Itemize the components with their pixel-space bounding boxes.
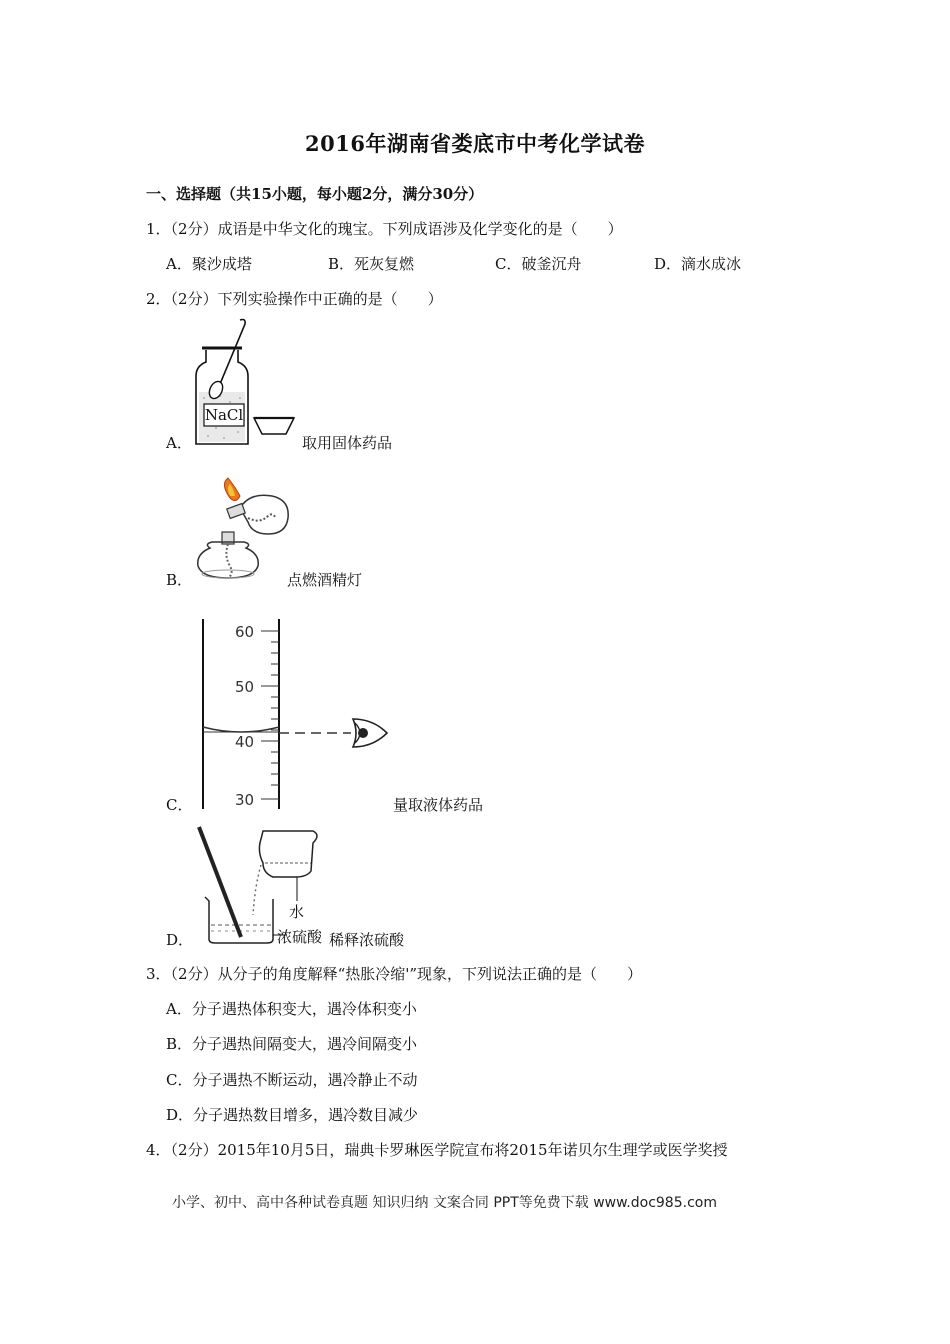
section-heading: 一、选择题（共15小题，每小题2分，满分30分）: [146, 185, 484, 203]
figure-nacl-label: NaCl: [204, 406, 244, 424]
question-1-stem: 1．（2分）成语是中华文化的瑰宝。下列成语涉及化学变化的是（ ）: [146, 220, 623, 238]
figure-dilute-sulfuric-acid: [195, 825, 335, 947]
question-2-option-d-letter: D．: [166, 931, 194, 949]
question-3-option-b: B．分子遇热间隔变大，遇冷间隔变小: [166, 1035, 418, 1053]
page-footer: 小学、初中、高中各种试卷真题 知识归纳 文案合同 PPT等免费下载 www.doc985.com: [172, 1195, 717, 1211]
cylinder-tick-50: 50: [235, 678, 255, 696]
question-1-option-c: C．破釜沉舟: [495, 255, 582, 273]
label-concentrated-sulfuric-acid: 浓硫酸: [277, 928, 323, 946]
question-2-option-b-letter: B．: [166, 571, 193, 589]
question-1-option-a: A．聚沙成塔: [166, 255, 252, 273]
question-1-option-d: D．滴水成冰: [654, 255, 742, 273]
question-3-option-d: D．分子遇热数目增多，遇冷数目减少: [166, 1106, 419, 1124]
page-title: 2016年湖南省娄底市中考化学试卷: [305, 131, 645, 156]
question-2-option-c-caption: 量取液体药品: [393, 796, 484, 814]
question-2-option-b-caption: 点燃酒精灯: [287, 571, 363, 589]
question-2-option-a-letter: A．: [166, 434, 192, 452]
question-4-stem: 4．（2分）2015年10月5日，瑞典卡罗琳医学院宣布将2015年诺贝尔生理学或医学奖授: [146, 1141, 728, 1159]
cylinder-tick-30: 30: [235, 791, 255, 809]
figure-alcohol-lamps: [190, 478, 300, 588]
question-2-stem: 2．（2分）下列实验操作中正确的是（ ）: [146, 290, 443, 308]
question-1-option-b: B．死灰复燃: [328, 255, 415, 273]
cylinder-tick-40: 40: [235, 733, 255, 751]
question-2-option-d-caption: 稀释浓硫酸: [329, 931, 405, 949]
label-water: 水: [289, 903, 305, 921]
figure-solid-reagent-bottle: [190, 318, 300, 448]
figure-graduated-cylinder: [195, 615, 395, 815]
question-3-option-a: A．分子遇热体积变大，遇冷体积变小: [166, 1000, 417, 1018]
question-3-stem: 3．（2分）从分子的角度解释“热胀冷缩'”现象，下列说法正确的是（ ）: [146, 965, 643, 983]
cylinder-tick-60: 60: [235, 623, 255, 641]
question-3-option-c: C．分子遇热不断运动，遇冷静止不动: [166, 1071, 418, 1089]
question-2-option-a-caption: 取用固体药品: [302, 434, 393, 452]
question-2-option-c-letter: C．: [166, 796, 193, 814]
